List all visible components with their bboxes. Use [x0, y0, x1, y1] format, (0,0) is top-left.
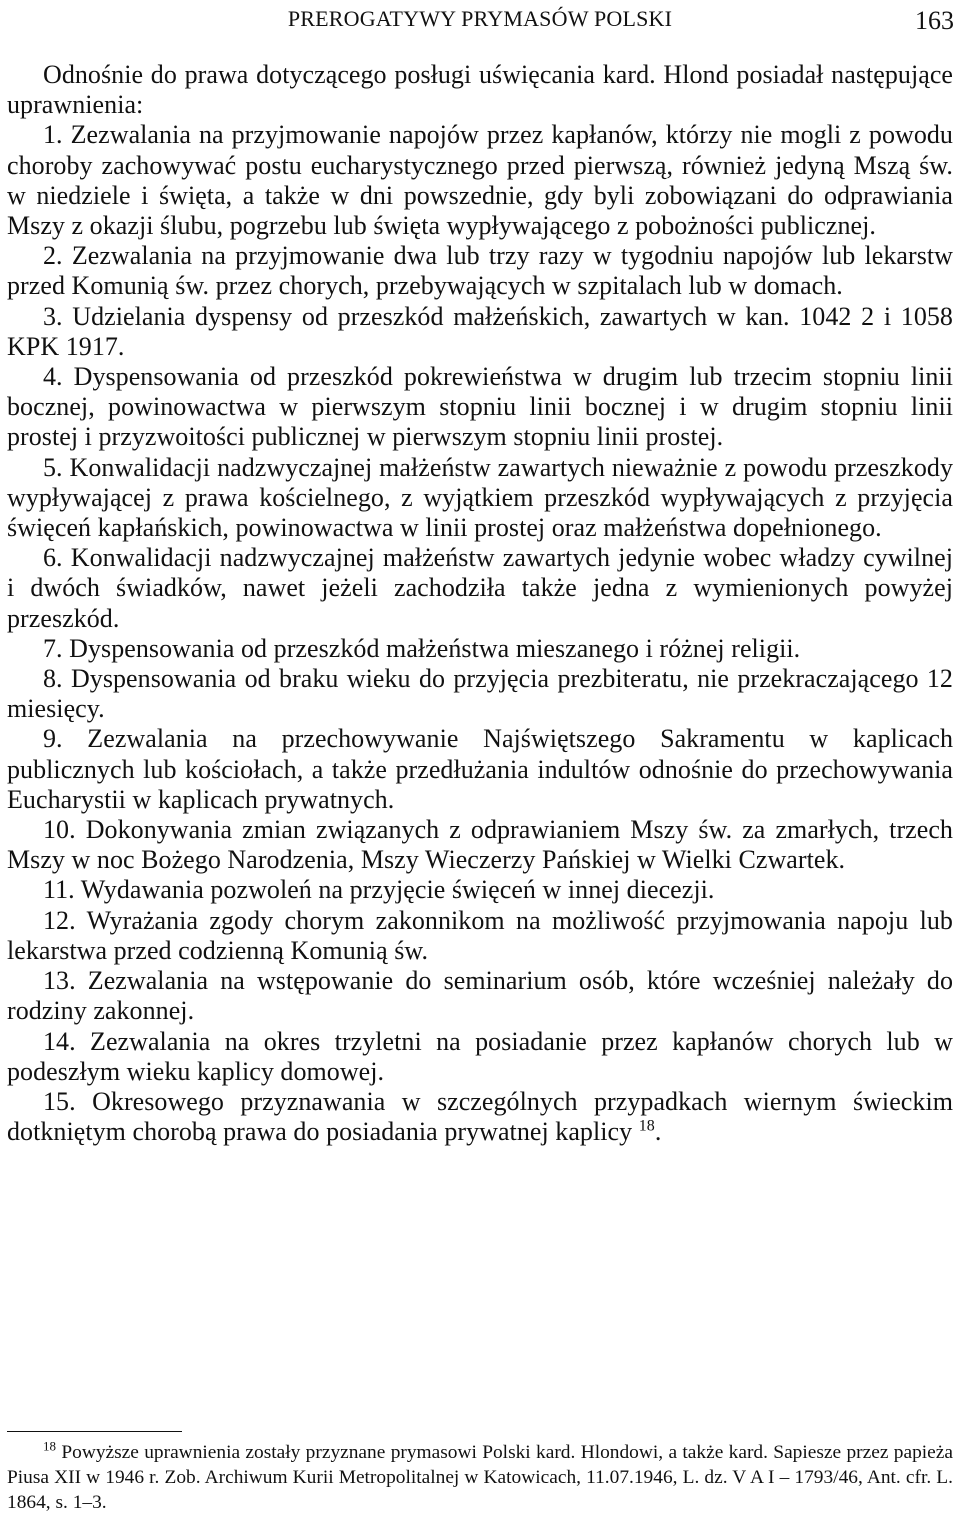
list-item-9 — [7, 724, 953, 815]
item-number: 6. — [43, 543, 63, 573]
item-number: 4. — [43, 362, 63, 392]
item-text: Okresowego przyznawania w szczególnych przypadkach wiernym świeckim dotkniętym chorobą prawa do posiadania prywatnej kaplicy — [7, 1086, 953, 1147]
item-text: Wyrażania zgody chorym zakonnikom na możliwość przyjmowania napoju lub lekarstwa przed codzienną Komunią św. — [7, 905, 953, 965]
list-item-6 — [7, 543, 953, 634]
item-text: Udzielania dyspensy od przeszkód małżeńskich, zawartych w kan. 1042 2 i 1058 KPK 1917. — [7, 301, 953, 361]
list-item-5 — [7, 453, 953, 544]
list-item-3 — [7, 302, 953, 362]
item-number: 2. — [43, 241, 63, 271]
item-text: Dokonywania zmian związanych z odprawianiem Mszy św. za zmarłych, trzech Mszy w noc Bożego Narodzenia, Mszy Wieczerzy Pańskiej w Wielki Czwartek. — [7, 815, 953, 875]
list-item-4 — [7, 362, 953, 453]
item-number: 1. — [43, 120, 63, 150]
list-item-1 — [7, 120, 953, 241]
item-text: Dyspensowania od przeszkód pokrewieństwa w drugim lub trzecim stopniu linii bocznej, powinowactwa w pierwszym stopniu linii bocznej i w drugim stopniu linii prostej i przyzwoitości publicznej w pierwszym stopniu linii prostej. — [7, 362, 953, 452]
item-text: Zezwalania na okres trzyletni na posiadanie przez kapłanów chorych lub w podeszłym wieku kaplicy domowej. — [7, 1026, 953, 1086]
list-item-12 — [7, 906, 953, 966]
list-item-2 — [7, 241, 953, 301]
running-title: PREROGATYWY PRYMASÓW POLSKI — [287, 6, 673, 31]
item-text: Zezwalania na przechowywanie Najświętszego Sakramentu w kaplicach publicznych lub kościołach, a także przedłużania indultów odnośnie do przechowywania Eucharystii w kaplicach prywatnych. — [7, 724, 953, 814]
list-item-8 — [7, 664, 953, 724]
intro-paragraph: Odnośnie do prawa dotyczącego posługi uświęcania kard. Hlond posiadał następujące uprawnienia: — [7, 60, 953, 120]
item-text: Zezwalania na przyjmowanie dwa lub trzy razy w tygodniu napojów lub lekarstw przed Komunią św. przez chorych, przebywających w szpitalach lub w domach. — [7, 241, 953, 301]
item-number: 10. — [43, 815, 76, 845]
item-number: 7. — [43, 633, 63, 663]
list-item-15 — [7, 1087, 953, 1147]
item-number: 12. — [43, 905, 76, 935]
item-text: Zezwalania na przyjmowanie napojów przez kapłanów, którzy nie mogli z powodu choroby zachowywać postu eucharystycznego przed pierwszą, również jedyną Mszą św. w niedziele i święta, a także w dni powszednie, gdy byli zobowiązani do odprawiania Mszy z okazji ślubu, pogrzebu lub święta wypływającego z pobożności publicznej. — [7, 120, 953, 241]
item-number: 14. — [43, 1026, 76, 1056]
item-number: 9. — [43, 724, 63, 754]
list-item-11 — [7, 875, 953, 905]
item-number: 13. — [43, 966, 76, 996]
page-number: 163 — [915, 6, 954, 35]
item-text: Dyspensowania od przeszkód małżeństwa mieszanego i różnej religii. — [69, 633, 801, 663]
item-text: Konwalidacji nadzwyczajnej małżeństw zawartych nieważnie z powodu przeszkody wypływającej z prawa kościelnego, z wyjątkiem przeszkód wypływających z przyjęcia święceń kapłańskich, powinowactwa w linii prostej oraz małżeństwa dopełnionego. — [7, 452, 953, 543]
item-text: Konwalidacji nadzwyczajnej małżeństw zawartych jedynie wobec władzy cywilnej i dwóch świadków, nawet jeżeli zachodziła także jedna z wymienionych powyżej przeszkód. — [7, 543, 953, 633]
running-header — [0, 4, 960, 34]
item-number: 8. — [43, 664, 63, 694]
footnotes — [7, 1440, 953, 1515]
item-number: 11. — [43, 875, 75, 905]
list-item-14 — [7, 1027, 953, 1087]
item-number: 5. — [43, 452, 63, 482]
footnote-separator — [7, 1431, 182, 1432]
item-text: Zezwalania na wstępowanie do seminarium osób, które wcześniej należały do rodziny zakonnej. — [7, 966, 953, 1026]
footnote-mark: 18 — [43, 1438, 56, 1454]
footnote-text: Powyższe uprawnienia zostały przyznane prymasowi Polski kard. Hlondowi, a także kard. Sapiesze przez papieża Piusa XII w 1946 r. Zob. Archiwum Kurii Metropolitalnej w Katowicach, 11.07.1946, L. dz. V A I – 1793/46, Ant. cfr. L. 1864, s. 1–3. — [7, 1442, 953, 1513]
list-item-7 — [7, 634, 953, 664]
item-number: 15. — [43, 1086, 76, 1116]
item-text: Wydawania pozwoleń na przyjęcie święceń w innej diecezji. — [80, 875, 715, 905]
item-number: 3. — [43, 301, 63, 331]
footnote-18 — [7, 1440, 953, 1515]
item-tail: . — [654, 1117, 662, 1147]
body-text — [7, 60, 953, 1147]
list-item-10 — [7, 815, 953, 875]
list-item-13 — [7, 966, 953, 1026]
item-text: Dyspensowania od braku wieku do przyjęcia prezbiteratu, nie przekraczającego 12 miesięcy. — [7, 664, 953, 724]
footnote-reference[interactable]: 18 — [638, 1117, 655, 1135]
